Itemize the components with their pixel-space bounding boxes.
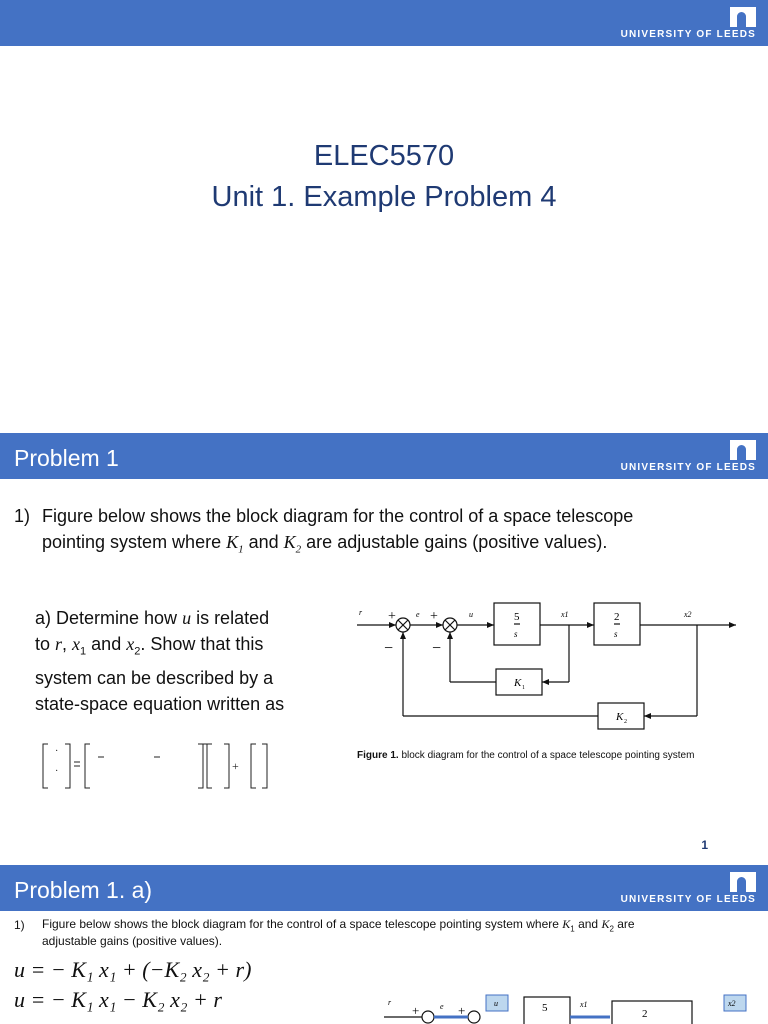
plus-sign: + bbox=[388, 609, 396, 624]
svg-text:e: e bbox=[440, 1002, 444, 1011]
item-number: 1) bbox=[14, 506, 31, 526]
university-logo bbox=[730, 872, 756, 892]
gain-k1: K bbox=[226, 532, 239, 552]
gain-k2-block: K bbox=[616, 711, 624, 723]
university-name: UNIVERSITY OF LEEDS bbox=[620, 29, 756, 40]
block1-numerator: 5 bbox=[514, 611, 520, 623]
svg-text:+: + bbox=[412, 1003, 420, 1018]
svg-text:u: u bbox=[494, 999, 498, 1008]
university-name: UNIVERSITY OF LEEDS bbox=[620, 894, 756, 905]
svg-text:+: + bbox=[458, 1003, 466, 1018]
svg-text:+: + bbox=[232, 759, 239, 773]
university-logo bbox=[730, 440, 756, 460]
signal-u: u bbox=[469, 610, 473, 619]
problem-1-slide bbox=[0, 433, 768, 864]
page-number: 1 bbox=[701, 838, 708, 852]
block2-denominator: s bbox=[614, 629, 618, 639]
slide-title: Unit 1. Example Problem 4 bbox=[211, 181, 557, 213]
problem-text: Figure below shows the block diagram for the control of a space telescope pointing system where $K_1$ and $K_2$ are adjustable gains (positive values). bbox=[42, 917, 635, 949]
item-number: 1) bbox=[14, 918, 25, 932]
header-band bbox=[0, 0, 768, 46]
signal-x2: x2 bbox=[684, 610, 692, 619]
svg-text:2: 2 bbox=[642, 1008, 648, 1020]
equation-1: u = − K₁ x₁ + (−K₂ x₂ + r) bbox=[14, 957, 252, 982]
signal-x1: x1 bbox=[561, 610, 569, 619]
equation-2: u = − K₁ x₁ − K₂ x₂ + r bbox=[14, 987, 222, 1012]
svg-text:2: 2 bbox=[624, 719, 627, 725]
question-a: a) Determine how u is related to r, $x_1$ and $x_2$. Show that this system can be described by a state-space equation written as bbox=[35, 608, 285, 714]
block-diagram-preview bbox=[384, 993, 764, 1024]
svg-text:x2: x2 bbox=[728, 999, 736, 1008]
header-band bbox=[0, 865, 768, 911]
block-diagram bbox=[354, 593, 746, 743]
svg-text:x1: x1 bbox=[580, 1000, 588, 1009]
minus-sign: − bbox=[432, 640, 442, 657]
slide-title: Problem 1 bbox=[14, 445, 119, 471]
minus-sign: − bbox=[384, 640, 394, 657]
svg-text:1: 1 bbox=[522, 685, 525, 691]
title-slide bbox=[0, 0, 768, 432]
state-space-equation bbox=[38, 738, 278, 794]
course-code: ELEC5570 bbox=[313, 140, 455, 172]
problem-intro: Figure below shows the block diagram for the control of a space telescope pointing system where $K_1$ and $K_2$ are adjustable gains (positive values). bbox=[42, 506, 634, 556]
svg-text:·: · bbox=[55, 766, 59, 777]
header-band bbox=[0, 433, 768, 479]
svg-text:r: r bbox=[388, 998, 392, 1007]
gain-k1-block: K bbox=[514, 677, 522, 689]
signal-e: e bbox=[416, 610, 420, 619]
block2-numerator: 2 bbox=[614, 611, 620, 623]
block-diagram-svg bbox=[354, 593, 746, 743]
block1-denominator: s bbox=[514, 629, 518, 639]
svg-text:·: · bbox=[55, 746, 59, 757]
gain-k2: K bbox=[283, 532, 296, 552]
university-logo bbox=[730, 7, 756, 27]
svg-text:5: 5 bbox=[542, 1002, 548, 1014]
plus-sign: + bbox=[430, 609, 438, 624]
figure-caption: Figure 1. block diagram for the control of a space telescope pointing system bbox=[357, 750, 695, 761]
signal-r: r bbox=[359, 608, 363, 617]
university-name: UNIVERSITY OF LEEDS bbox=[620, 462, 756, 473]
slide-title: Problem 1. a) bbox=[14, 877, 153, 903]
problem-1a-slide bbox=[0, 865, 768, 1024]
